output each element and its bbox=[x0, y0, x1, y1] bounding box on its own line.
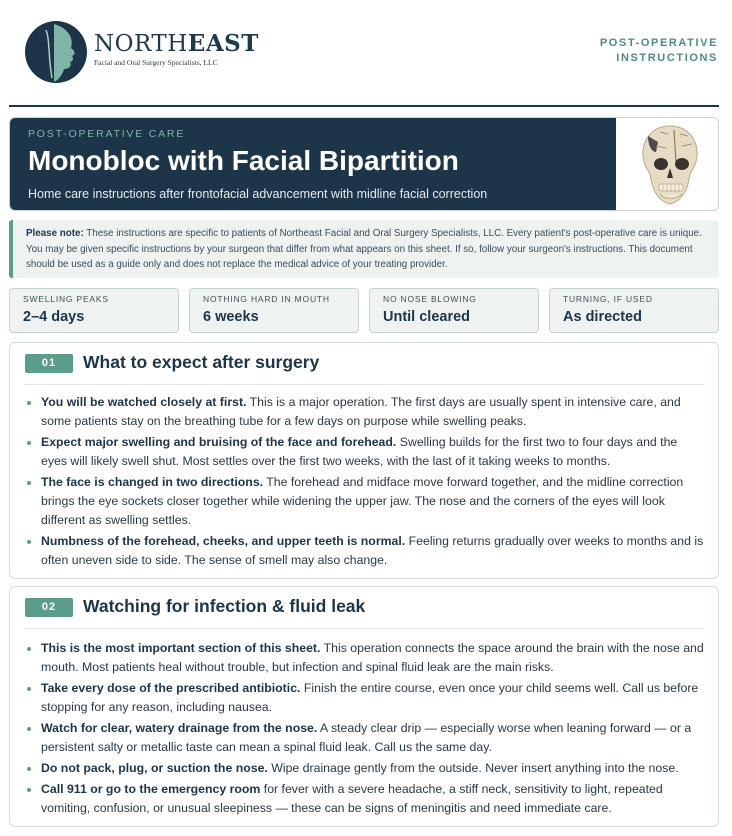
section-header bbox=[24, 343, 704, 385]
title-banner bbox=[9, 117, 719, 211]
please-note-callout bbox=[9, 220, 719, 278]
document-type-line-1: POST-OPERATIVE bbox=[599, 37, 718, 49]
banner-kicker: POST-OPERATIVE CARE bbox=[28, 128, 186, 140]
instruction-list bbox=[24, 639, 706, 820]
item-lead: Expect major swelling and bruising of the face and forehead. bbox=[41, 435, 397, 449]
stat-label: NO NOSE BLOWING bbox=[383, 294, 477, 304]
item-text: Feeling returns gradually over weeks to months and is often uneven side to side. The sense of smell may also change. bbox=[41, 534, 704, 567]
item-text: for fever with a severe headache, a stiff neck, sensitivity to light, repeated vomiting, confusion, or unusual sleepiness — these can be signs of meningitis and need immediate care. bbox=[41, 782, 663, 815]
stat-card-swelling-peaks bbox=[9, 288, 179, 333]
section-title: Watching for infection & fluid leak bbox=[83, 596, 366, 616]
note-label: Please note: bbox=[26, 228, 84, 239]
stat-card-no-nose-blowing bbox=[369, 288, 539, 333]
stat-label: TURNING, IF USED bbox=[563, 294, 653, 304]
item-lead: This is the most important section of this sheet. bbox=[41, 641, 321, 655]
stat-label: NOTHING HARD IN MOUTH bbox=[203, 294, 330, 304]
section-number-badge: 02 bbox=[25, 598, 73, 617]
list-item bbox=[24, 719, 706, 757]
item-text: Wipe drainage gently from the outside. Never insert anything into the nose. bbox=[267, 761, 679, 775]
item-lead: Do not pack, plug, or suction the nose. bbox=[41, 761, 268, 775]
item-text: Swelling builds for the first two to four days and the eyes will likely swell shut. Most settles over the first two weeks, with the last of it taking weeks to months. bbox=[41, 435, 678, 468]
stat-card-nothing-hard bbox=[189, 288, 359, 333]
section-what-to-expect bbox=[9, 342, 719, 579]
stat-value: 2–4 days bbox=[23, 309, 85, 325]
list-item bbox=[24, 433, 706, 471]
item-text: The forehead and midface move forward together, and the midline correction brings the eye sockets closer together while widening the upper jaw. The nose and the corners of the eyes will look different as swelling settles. bbox=[41, 475, 684, 527]
item-text: This operation connects the space around the brain with the nose and mouth. Most patients heal without trouble, but infection and spinal fluid leak are the main risks. bbox=[41, 641, 704, 674]
stat-card-turning bbox=[549, 288, 719, 333]
page-title: Monobloc with Facial Bipartition bbox=[28, 145, 459, 176]
list-item bbox=[24, 532, 706, 570]
brand-subtitle: Facial and Oral Surgery Specialists, LLC bbox=[94, 58, 218, 67]
stat-value: 6 weeks bbox=[203, 309, 259, 325]
stat-label: SWELLING PEAKS bbox=[23, 294, 109, 304]
list-item bbox=[24, 759, 706, 778]
title-banner-panel bbox=[10, 118, 616, 211]
brand-name: NORTHEAST bbox=[94, 30, 259, 57]
section-infection-fluid-leak bbox=[9, 586, 719, 827]
document-type bbox=[558, 36, 718, 66]
section-title: What to expect after surgery bbox=[83, 352, 320, 372]
item-text: This is a major operation. The first days are usually spent in intensive care, and some patients stay on the breathing tube for a few days on purpose while swelling peaks. bbox=[41, 395, 681, 428]
section-number-badge: 01 bbox=[25, 354, 73, 373]
instruction-list bbox=[24, 393, 706, 572]
item-lead: Watch for clear, watery drainage from the nose. bbox=[41, 721, 318, 735]
stat-value: Until cleared bbox=[383, 309, 471, 325]
item-text: Finish the entire course, even once your child seems well. Call us before stopping for any reason, including nausea. bbox=[41, 681, 699, 714]
item-lead: The face is changed in two directions. bbox=[41, 475, 264, 489]
document-type-line-2: INSTRUCTIONS bbox=[616, 52, 718, 64]
item-lead: Take every dose of the prescribed antibiotic. bbox=[41, 681, 301, 695]
list-item bbox=[24, 780, 706, 818]
section-header bbox=[24, 587, 704, 629]
page-header bbox=[0, 0, 732, 108]
skull-illustration-icon bbox=[630, 122, 710, 208]
list-item bbox=[24, 393, 706, 431]
stat-value: As directed bbox=[563, 309, 642, 325]
page-subtitle: Home care instructions after frontofacial advancement with midline facial correction bbox=[28, 187, 488, 201]
northeast-logo-icon bbox=[24, 20, 88, 84]
item-lead: You will be watched closely at first. bbox=[41, 395, 247, 409]
item-text: A steady clear drip — especially worse when leaning forward — or a persistent salty or metallic taste can mean a spinal fluid leak. Call us the same day. bbox=[41, 721, 692, 754]
list-item bbox=[24, 679, 706, 717]
list-item bbox=[24, 639, 706, 677]
header-divider bbox=[9, 105, 719, 107]
note-text: These instructions are specific to patients of Northeast Facial and Oral Surgery Specialists, LLC. Every patient's post-operative care is unique. You may be given specific instructions by your surgeon that differ from what appears on this sheet. If so, follow your surgeon's instructions. This document should be used as a guide only and does not replace the medical advice of your treating provider. bbox=[26, 228, 702, 270]
item-lead: Numbness of the forehead, cheeks, and upper teeth is normal. bbox=[41, 534, 406, 548]
list-item bbox=[24, 473, 706, 530]
item-lead: Call 911 or go to the emergency room bbox=[41, 782, 261, 796]
key-facts-row bbox=[9, 288, 719, 333]
